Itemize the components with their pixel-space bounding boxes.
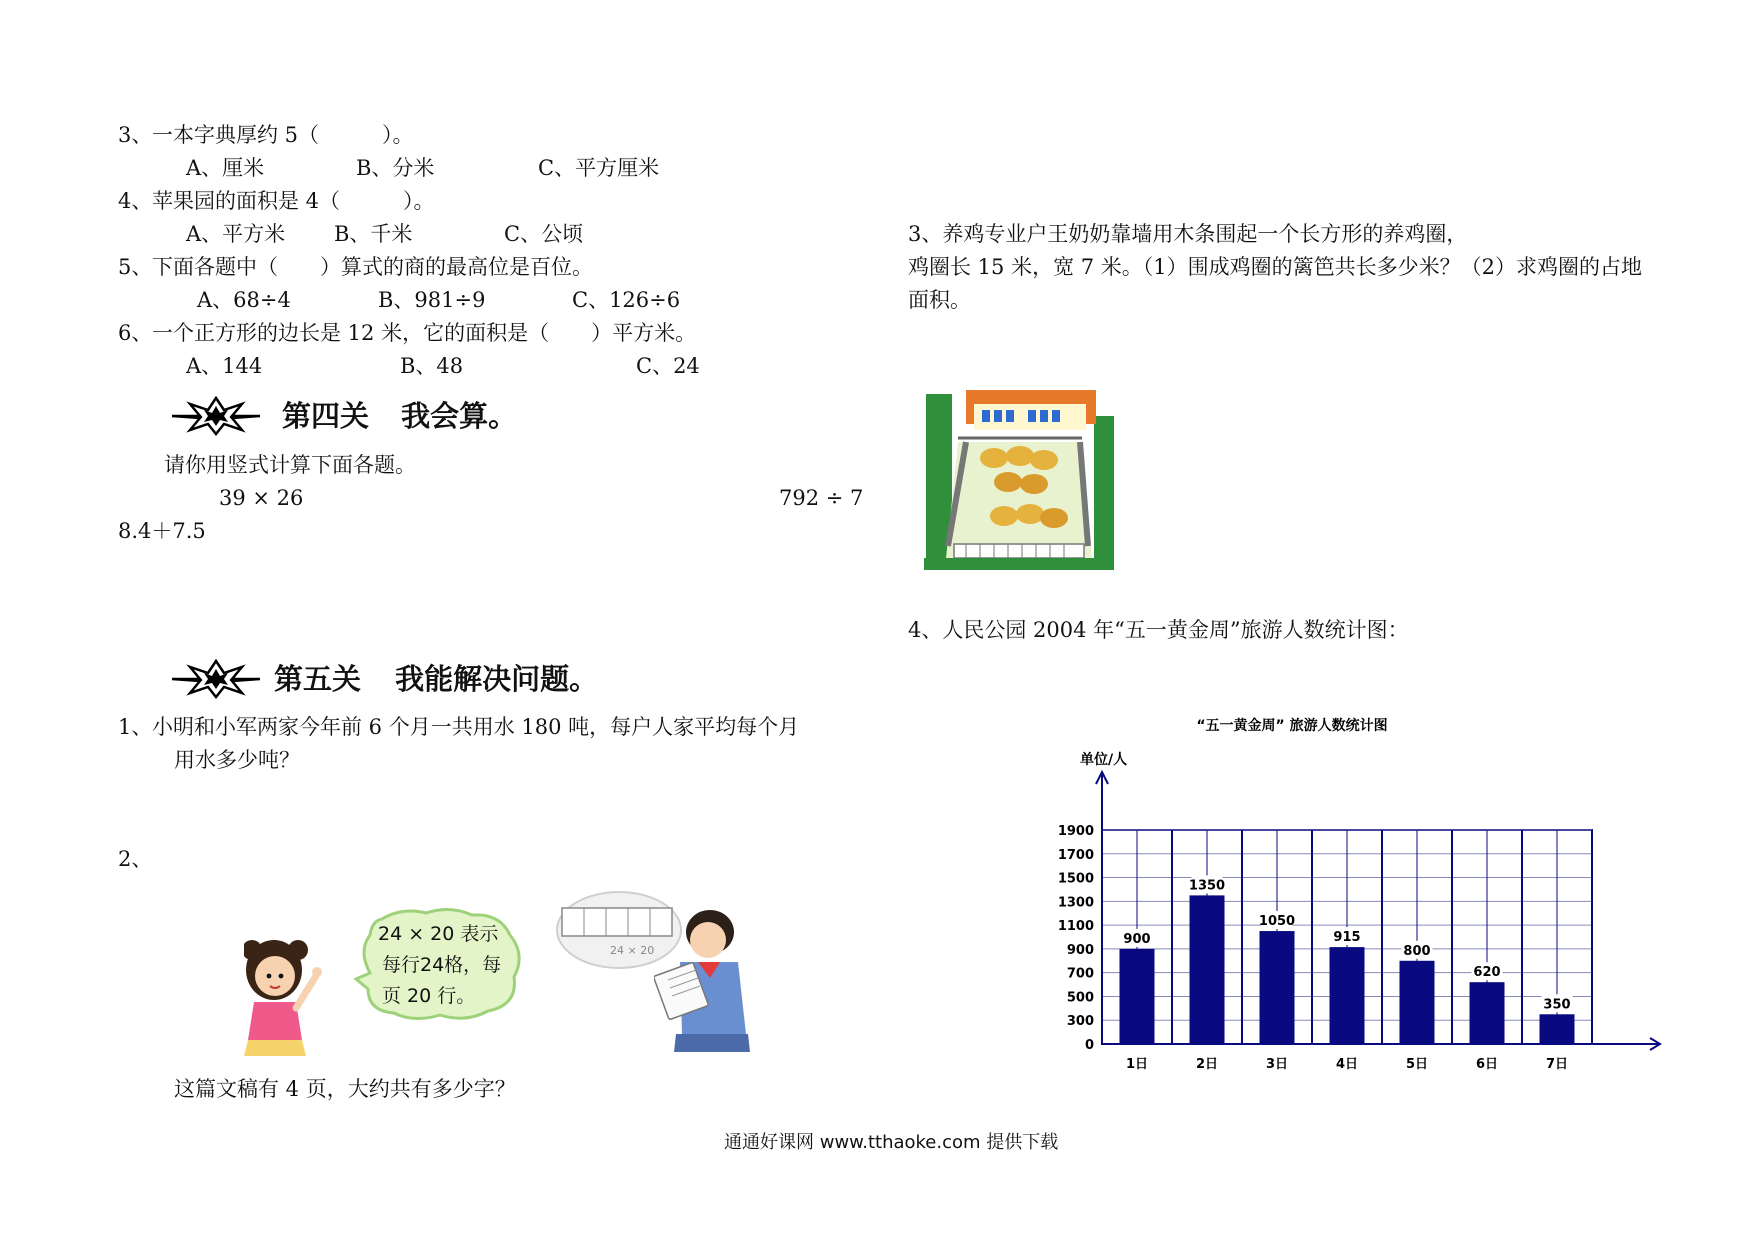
chart-ytick-label: 1300 <box>1057 895 1094 911</box>
q4-number: 4、 <box>118 189 153 213</box>
q6-option-c: C、24 <box>636 354 700 378</box>
q3-number: 3、 <box>118 123 153 147</box>
chicken-coop-illustration <box>924 386 1114 576</box>
chart-data-label: 1350 <box>1188 878 1226 894</box>
tourist-bar-chart <box>1046 704 1686 1084</box>
chart-xtick-label: 3日 <box>1265 1057 1289 1072</box>
chart-ylabel: 单位/人 <box>1080 752 1128 768</box>
q3-stem: 一本字典厚约 5（ ）。 <box>152 123 414 147</box>
chart-data-label: 900 <box>1123 931 1151 947</box>
q6-stem: 一个正方形的边长是 12 米，它的面积是（ ）平方米。 <box>152 321 697 345</box>
speech-bubble-line1: 24 × 20 表示 <box>378 923 499 945</box>
chart-ytick-label: 1900 <box>1057 824 1094 839</box>
star-emblem-icon <box>170 659 262 699</box>
q3-option-a: A、厘米 <box>186 156 265 180</box>
q5-option-a: A、68÷4 <box>197 288 291 312</box>
boy-illustration <box>654 906 754 1056</box>
problem2-question: 这篇文稿有 4 页，大约共有多少字？ <box>174 1077 516 1101</box>
chart-bar <box>1260 931 1295 1044</box>
problem3-line1: 3、养鸡专业户王奶奶靠墙用木条围起一个长方形的养鸡圈， <box>908 222 1468 246</box>
chart-title: “五一黄金周” 旅游人数统计图 <box>1196 718 1388 734</box>
problem1-line2: 用水多少吨？ <box>174 748 300 772</box>
q5-number: 5、 <box>118 255 153 279</box>
calc-expression-1: 39 × 26 <box>219 486 304 510</box>
chart-ytick-label: 500 <box>1066 990 1094 1006</box>
thought-bubble-label: 24 × 20 <box>610 944 655 957</box>
problem1-number: 1、 <box>118 715 153 739</box>
q4-option-a: A、平方米 <box>186 222 286 246</box>
chart-bar <box>1190 895 1225 1044</box>
chart-xtick-label: 4日 <box>1335 1057 1359 1072</box>
q4-stem: 苹果园的面积是 4（ ）。 <box>152 189 435 213</box>
q5-option-c: C、126÷6 <box>572 288 681 312</box>
problem4-intro: 4、人民公园 2004 年“五一黄金周”旅游人数统计图： <box>908 618 1409 642</box>
chart-ytick-label: 0 <box>1084 1038 1094 1053</box>
problem3-line3: 面积。 <box>908 288 971 312</box>
q6-option-b: B、48 <box>400 354 464 378</box>
problem1-line1: 小明和小军两家今年前 6 个月一共用水 180 吨，每户人家平均每个月 <box>152 715 800 739</box>
section5-title: 第五关 <box>274 662 362 696</box>
chart-data-label: 915 <box>1333 930 1361 946</box>
girl-illustration <box>244 936 356 1060</box>
chart-data-label: 800 <box>1403 943 1431 959</box>
speech-bubble-line3: 页 20 行。 <box>382 985 476 1007</box>
chart-data-label: 1050 <box>1258 914 1296 930</box>
q5-option-b: B、981÷9 <box>378 288 486 312</box>
problem2-number: 2、 <box>118 847 153 871</box>
q3-option-c: C、平方厘米 <box>538 156 660 180</box>
chart-xtick-label: 5日 <box>1405 1057 1429 1072</box>
calc-instruction: 请你用竖式计算下面各题。 <box>164 453 416 477</box>
section5-heading <box>274 662 599 696</box>
chart-ytick-label: 900 <box>1066 942 1094 958</box>
chart-ytick-label: 1700 <box>1057 847 1094 863</box>
chart-ytick-label: 1100 <box>1057 919 1094 935</box>
chart-ytick-label: 700 <box>1066 966 1094 982</box>
speech-bubble-line2: 每行24格，每 <box>382 954 502 976</box>
chart-ytick-label: 1500 <box>1057 871 1094 887</box>
section4-heading <box>282 399 518 433</box>
chart-bar <box>1330 947 1365 1044</box>
q4-option-c: C、公顷 <box>504 222 584 246</box>
section5-subtitle: 我能解决问题。 <box>395 662 599 696</box>
chart-bar <box>1540 1014 1575 1044</box>
problem3-line2: 鸡圈长 15 米，宽 7 米。（1）围成鸡圈的篱笆共长多少米？（2）求鸡圈的占地 <box>908 255 1643 279</box>
chart-data-label: 620 <box>1473 965 1501 981</box>
q6-option-a: A、144 <box>186 354 263 378</box>
q4-option-b: B、千米 <box>334 222 413 246</box>
section4-title: 第四关 <box>282 399 370 433</box>
chart-ytick-label: 300 <box>1066 1014 1094 1030</box>
q6-number: 6、 <box>118 321 153 345</box>
chart-xtick-label: 6日 <box>1475 1057 1499 1072</box>
calc-expression-2: 792 ÷ 7 <box>779 486 864 510</box>
chart-bar <box>1120 949 1155 1044</box>
footer-credit: 通通好课网 www.tthaoke.com 提供下载 <box>724 1132 1059 1153</box>
q3-option-b: B、分米 <box>356 156 435 180</box>
chart-xtick-label: 7日 <box>1545 1057 1569 1072</box>
chart-data-label: 350 <box>1543 997 1571 1013</box>
star-emblem-icon <box>170 396 262 436</box>
chart-bar <box>1400 961 1435 1044</box>
chart-bar <box>1470 982 1505 1044</box>
chart-xtick-label: 2日 <box>1195 1057 1219 1072</box>
calc-expression-3: 8.4＋7.5 <box>118 519 206 543</box>
section4-subtitle: 我会算。 <box>401 399 518 433</box>
chart-xtick-label: 1日 <box>1125 1057 1149 1072</box>
q5-stem: 下面各题中（ ）算式的商的最高位是百位。 <box>152 255 593 279</box>
